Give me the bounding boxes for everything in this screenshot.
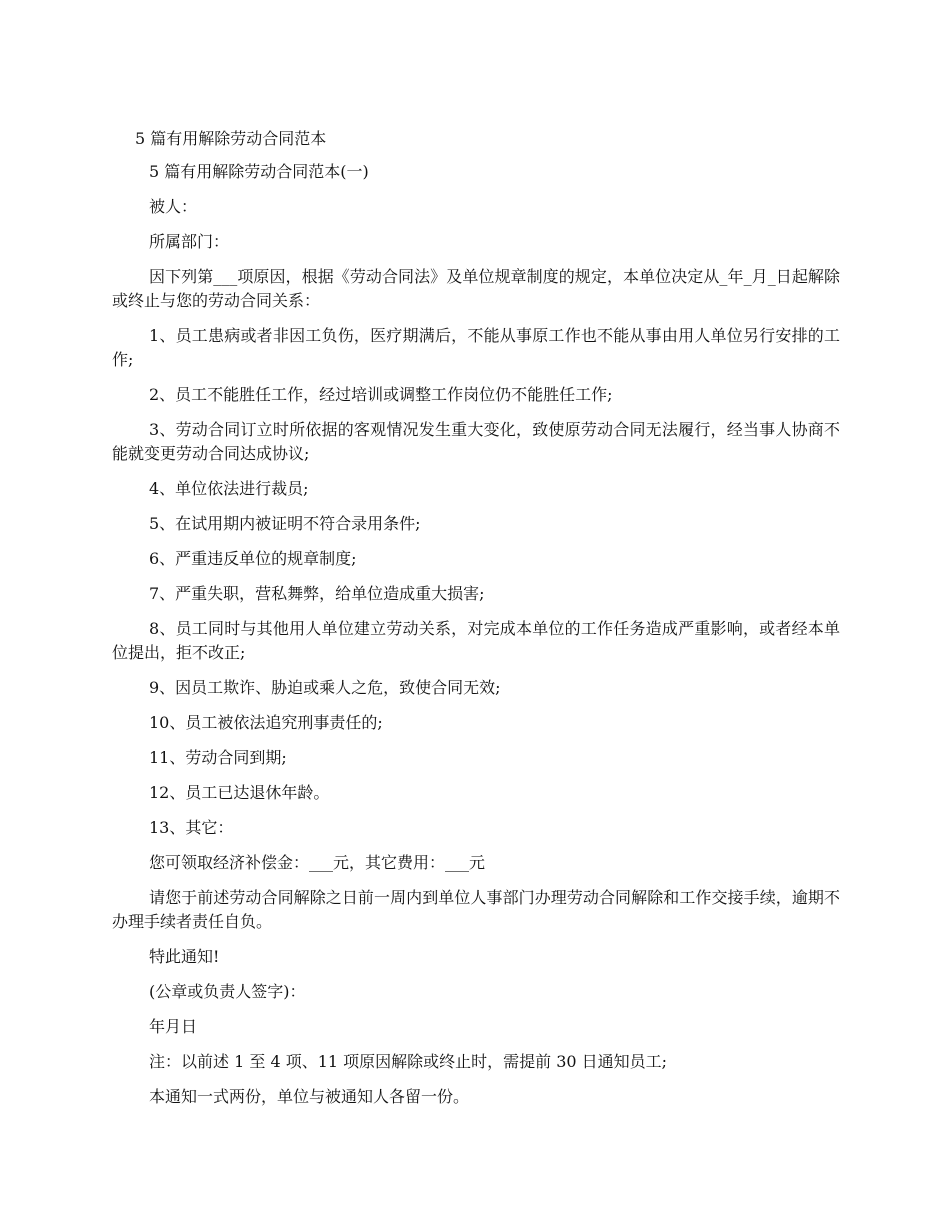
reason-item-13: 13、其它： xyxy=(149,818,234,837)
document-title: 5 篇有用解除劳动合同范本 xyxy=(135,129,327,148)
copies-line: 本通知一式两份，单位与被通知人各留一份。 xyxy=(149,1087,470,1106)
reason-item-2: 2、员工不能胜任工作，经过培训或调整工作岗位仍不能胜任工作; xyxy=(149,385,613,404)
recipient-line: 被人： xyxy=(149,197,198,216)
department-line: 所属部门： xyxy=(149,232,230,251)
reason-item-1: 1、员工患病或者非因工负伤，医疗期满后，不能从事原工作也不能从事由用人单位另行安排的工作; xyxy=(112,326,840,369)
reason-item-8: 8、员工同时与其他用人单位建立劳动关系，对完成本单位的工作任务造成严重影响，或者经本单位提出，拒不改正; xyxy=(112,619,840,662)
handover-paragraph: 请您于前述劳动合同解除之日前一周内到单位人事部门办理劳动合同解除和工作交接手续，逾期不办理手续者责任自负。 xyxy=(112,888,840,931)
reason-item-12: 12、员工已达退休年龄。 xyxy=(149,783,330,802)
reason-item-6: 6、严重违反单位的规章制度; xyxy=(149,549,357,568)
reason-item-10: 10、员工被依法追究刑事责任的; xyxy=(149,713,383,732)
date-line: 年月日 xyxy=(149,1017,198,1036)
reason-item-11: 11、劳动合同到期; xyxy=(149,748,287,767)
compensation-line: 您可领取经济补偿金：___元，其它费用：___元 xyxy=(149,853,486,872)
subtitle: 5 篇有用解除劳动合同范本(一) xyxy=(149,162,369,181)
reason-item-5: 5、在试用期内被证明不符合录用条件; xyxy=(149,514,421,533)
document-body xyxy=(112,160,840,1120)
note-line: 注：以前述 1 至 4 项、11 项原因解除或终止时，需提前 30 日通知员工; xyxy=(149,1052,668,1071)
reason-item-3: 3、劳动合同订立时所依据的客观情况发生重大变化，致使原劳动合同无法履行，经当事人协商不能就变更劳动合同达成协议; xyxy=(112,420,840,463)
reason-item-7: 7、严重失职，营私舞弊，给单位造成重大损害; xyxy=(149,584,485,603)
intro-paragraph: 因下列第___项原因，根据《劳动合同法》及单位规章制度的规定，本单位决定从_年_月_日起解除或终止与您的劳动合同关系： xyxy=(112,267,840,310)
signature-line: (公章或负责人签字)： xyxy=(149,982,306,1001)
notice-closing: 特此通知! xyxy=(149,947,220,966)
reason-item-9: 9、因员工欺诈、胁迫或乘人之危，致使合同无效; xyxy=(149,678,501,697)
reason-item-4: 4、单位依法进行裁员; xyxy=(149,479,309,498)
